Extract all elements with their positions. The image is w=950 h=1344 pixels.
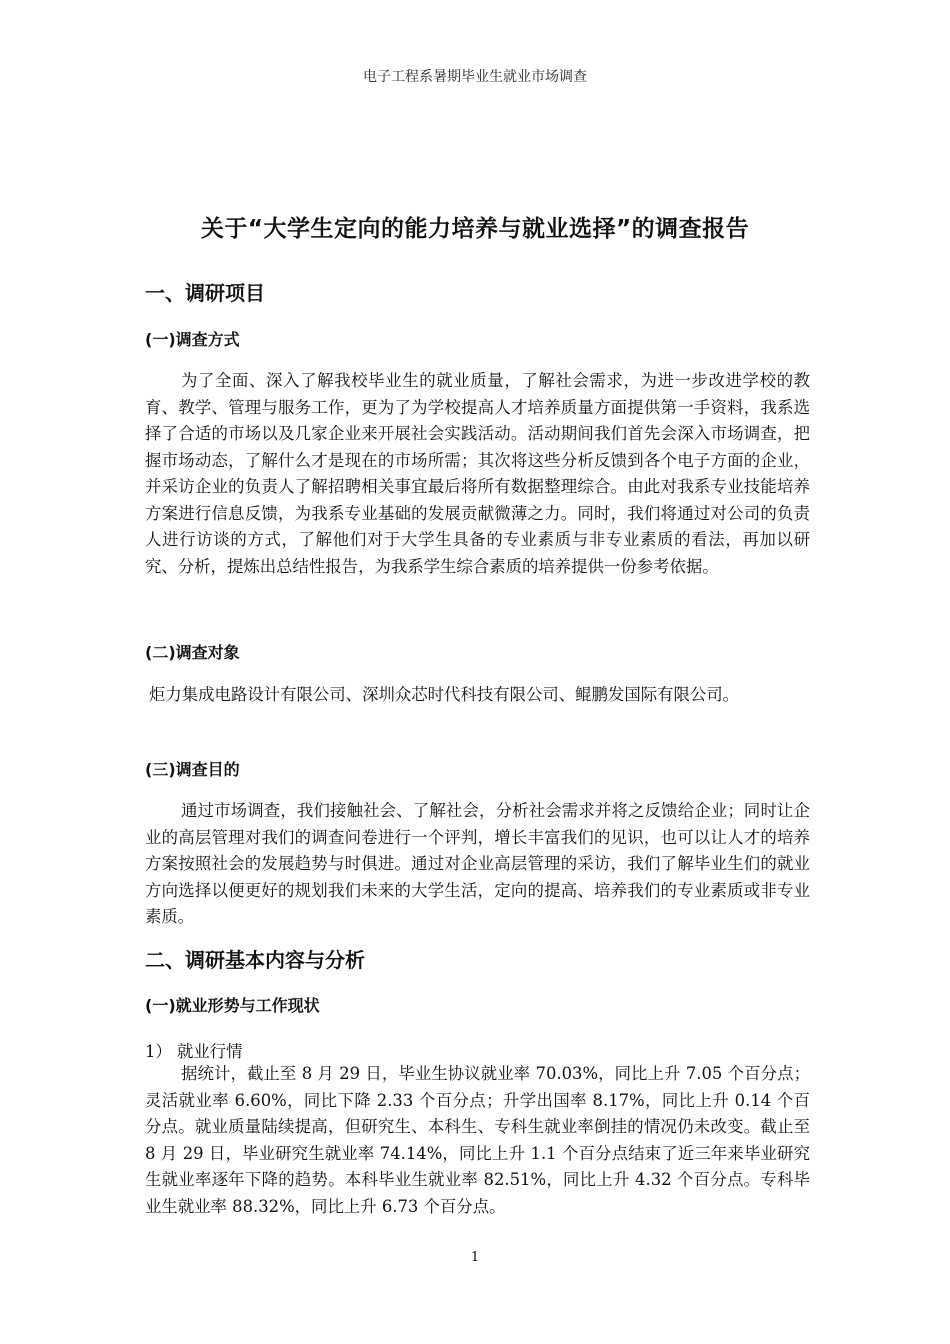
- paragraph-employment-statistics: 据统计，截止至 8 月 29 日，毕业生协议就业率 70.03%，同比上升 7.05 个百分点；灵活就业率 6.60%，同比下降 2.33 个百分点；升学出国率 8.17%，同比上升 0.14 个百分点。就业质量陆续提高，但研究生、本科生、专科生就业率倒挂的情况仍未改变。截止至 8 月 29 日，毕业研究生就业率 74.14%，同比上升 1.1 个百分点结束了近三年来毕业研究生就业率逐年下降的趋势。本科毕业生就业率 82.51%，同比上升 4.32 个百分点。专科毕业生就业率 88.32%，同比上升 6.73 个百分点。: [145, 1064, 810, 1216]
- report-title: 关于“大学生定向的能力培养与就业选择”的调查报告: [200, 216, 750, 242]
- subsection-heading-survey-method: (一)调查方式: [145, 330, 240, 349]
- section-heading-2: 二、调研基本内容与分析: [145, 948, 365, 972]
- running-header: 电子工程系暑期毕业生就业市场调查: [363, 69, 587, 85]
- section-heading-1: 一、调研项目: [145, 281, 265, 305]
- page-number: 1: [470, 1250, 480, 1265]
- list-item-label: 就业行情: [177, 1042, 243, 1061]
- subsection-heading-survey-purpose: (三)调查目的: [145, 760, 240, 779]
- paragraph-survey-targets: 炬力集成电路设计有限公司、深圳众芯时代科技有限公司、鲲鹏发国际有限公司。: [149, 685, 740, 704]
- subsection-heading-survey-targets: (二)调查对象: [145, 643, 240, 662]
- list-item-employment-market: [145, 1038, 243, 1062]
- subsection-heading-employment: (一)就业形势与工作现状: [145, 996, 320, 1015]
- paragraph-survey-purpose: 通过市场调查，我们接触社会、了解社会，分析社会需求并将之反馈给企业；同时让企业的高层管理对我们的调查问卷进行一个评判，增长丰富我们的见识，也可以让人才的培养方案按照社会的发展趋势与时俱进。通过对企业高层管理的采访，我们了解毕业生们的就业方向选择以便更好的规划我们未来的大学生活，定向的提高、培养我们的专业素质或非专业素质。: [145, 801, 810, 926]
- list-item-number: 1）: [145, 1042, 172, 1061]
- paragraph-survey-method: 为了全面、深入了解我校毕业生的就业质量，了解社会需求，为进一步改进学校的教育、教学、管理与服务工作，更为了为学校提高人才培养质量方面提供第一手资料，我系选择了合适的市场以及几家企业来开展社会实践活动。活动期间我们首先会深入市场调查，把握市场动态，了解什么才是现在的市场所需；其次将这些分析反馈到各个电子方面的企业，并采访企业的负责人了解招聘相关事宜最后将所有数据整理综合。由此对我系专业技能培养方案进行信息反馈，为我系专业基础的发展贡献微薄之力。同时，我们将通过对公司的负责人进行访谈的方式，了解他们对于大学生具备的专业素质与非专业素质的看法，再加以研究、分析，提炼出总结性报告，为我系学生综合素质的培养提供一份参考依据。: [145, 371, 810, 576]
